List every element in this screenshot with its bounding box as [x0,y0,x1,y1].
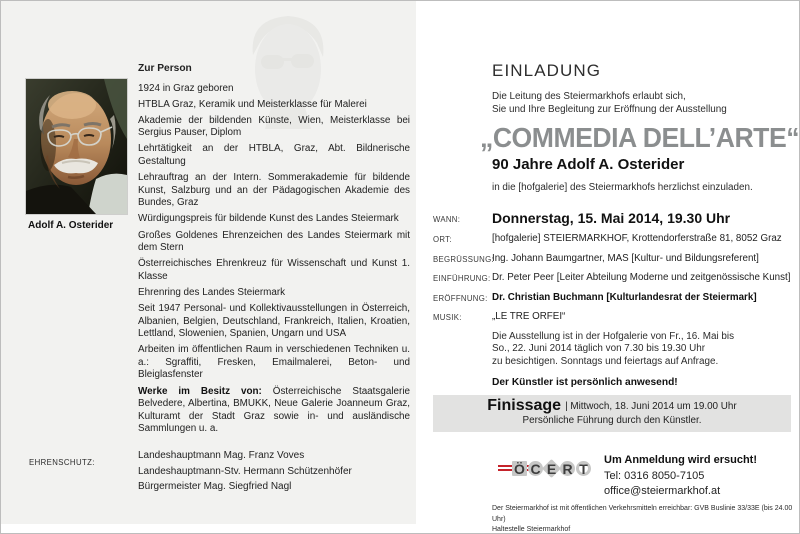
ehrenschutz-name: Landeshauptmann Mag. Franz Voves [138,450,305,461]
detail-label: ORT: [433,235,452,244]
phone-number: Tel: 0316 8050-7105 [604,469,705,482]
event-details [433,210,796,322]
registration-note: Um Anmeldung wird ersucht! [604,454,757,466]
invitation-left-page [1,1,416,524]
contact-block [604,453,757,500]
bio-item: Arbeiten im öffentlichen Raum in verschiedenen Techniken u. a.: Sgraffiti, Fresken, Emailmalerei, Beton- und Bleiglasfenster [138,344,410,381]
footnote-line: Haltestelle Steiermarkhof [492,526,571,533]
exhibition-subtitle: 90 Jahre Adolf A. Osterider [492,156,685,173]
detail-value: [hofgalerie] STEIERMARKHOF, Krottendorferstraße 81, 8052 Graz [492,233,782,244]
detail-label: EINFÜHRUNG: [433,274,491,283]
bio-item: Akademie der bildenden Künste, Wien, Meisterklasse bei Sergius Pauser, Diplom [138,114,410,139]
exhibition-info-line: Die Ausstellung ist in der Hofgalerie von Fr., 16. Mai bis [492,330,735,342]
page-title: EINLADUNG [492,61,602,80]
exhibition-info-line: zu besichtigen. Sonntags und feiertags auf Anfrage. [492,356,719,368]
intro-line: Die Leitung des Steiermarkhofs erlaubt sich, [492,91,686,102]
intro-line: Sie und Ihre Begleitung zur Eröffnung der Ausstellung [492,104,727,115]
bio-item: Ehrenring des Landes Steiermark [138,286,286,298]
ocert-letter: Ö [512,459,527,479]
bio-item: Großes Goldenes Ehrenzeichen des Landes Steiermark mit dem Stern [138,229,410,254]
detail-row [433,210,796,226]
detail-value: Ing. Johann Baumgartner, MAS [Kultur- und Bildungsreferent] [492,252,759,264]
ocert-letter: C [528,459,543,479]
detail-value: Donnerstag, 15. Mai 2014, 19.30 Uhr [492,210,731,226]
ocert-logo [498,457,592,481]
detail-row [433,253,796,264]
finissage-detail: Persönliche Führung durch den Künstler. [522,414,702,426]
finissage-title: Finissage [487,396,562,414]
exhibition-info-line: So., 22. Juni 2014 täglich von 7.30 bis 19.30 Uhr [492,343,706,355]
detail-row [433,233,796,244]
detail-value: „LE TRE ORFEI“ [492,311,566,322]
detail-label: BEGRÜSSUNG: [433,254,494,264]
ehrenschutz-name: Bürgermeister Mag. Siegfried Nagl [138,481,292,492]
biography-list [138,83,410,436]
detail-row [433,272,796,283]
bio-item: Würdigungspreis für bildende Kunst des Landes Steiermark [138,213,399,225]
detail-row [433,311,796,322]
detail-label: MUSIK: [433,313,462,322]
exhibition-title: „COMMEDIA DELL’ARTE“ [480,122,800,153]
portrait-caption: Adolf A. Osterider [28,220,114,231]
bio-item: Werke im Besitz von: Österreichische Staatsgalerie Belvedere, Albertina, BMUKK, Neue Galerie Joanneum Graz, Kulturamt der Stadt Graz sowie in- und ausländische Sammlungen u. a. [138,385,411,435]
finissage-line [433,396,791,414]
ehrenschutz-label: EHRENSCHUTZ: [29,458,95,467]
invite-line: in die [hofgalerie] des Steiermarkhofs herzlichst einzuladen. [492,182,753,193]
ocert-letter: R [560,459,575,479]
bio-item: Lehrauftrag an der Intern. Sommerakademie für bildende Kunst, Salzburg und an der Pädagogischen Akademie des Bundes, Graz [138,172,410,209]
finissage-date: | Mittwoch, 18. Juni 2014 um 19.00 Uhr [565,400,737,412]
detail-value: Dr. Christian Buchmann [Kulturlandesrat der Steiermark] [492,291,757,303]
contact-row [498,453,757,500]
footnote-line: Der Steiermarkhof ist mit öffentlichen Verkehrsmitteln erreichbar: GVB Buslinie 33/33E (bis 24.00 Uhr) [492,505,793,523]
detail-label: WANN: [433,215,461,224]
invitation-right-page [416,1,800,534]
detail-row [433,292,796,303]
bio-item: Seit 1947 Personal- und Kollektivausstellungen in Österreich, Albanien, Belgien, Deutschland, Frankreich, Italien, Kroatien, Lettland, Slowenien, Spanien, Ungarn und USA [138,303,410,340]
biography-heading: Zur Person [138,63,192,74]
ocert-letter: E [544,459,559,479]
detail-value: Dr. Peter Peer [Leiter Abteilung Moderne und zeitgenössische Kunst] [492,272,791,283]
ocert-letter: T [576,459,591,479]
artist-present-note: Der Künstler ist persönlich anwesend! [492,376,678,388]
bio-item: HTBLA Graz, Keramik und Meisterklasse für Malerei [138,98,367,110]
finissage-box [433,395,791,432]
exhibition-opening-hours [492,331,796,369]
bio-item: Lehrtätigkeit an der HTBLA, Graz, Abt. Bildnerische Gestaltung [138,143,410,168]
detail-label: ERÖFFNUNG: [433,293,488,303]
biography-section [138,63,410,439]
artist-portrait-photo [26,79,127,214]
ehrenschutz-name: Landeshauptmann-Stv. Hermann Schützenhöfer [138,465,352,477]
email-address: office@steiermarkhof.at [604,485,721,497]
bio-item: 1924 in Graz geboren [138,82,234,94]
transport-footnote [492,504,800,534]
ehrenschutz-names [138,448,352,495]
bio-item: Österreichisches Ehrenkreuz für Wissenschaft und Kunst 1. Klasse [138,258,410,282]
